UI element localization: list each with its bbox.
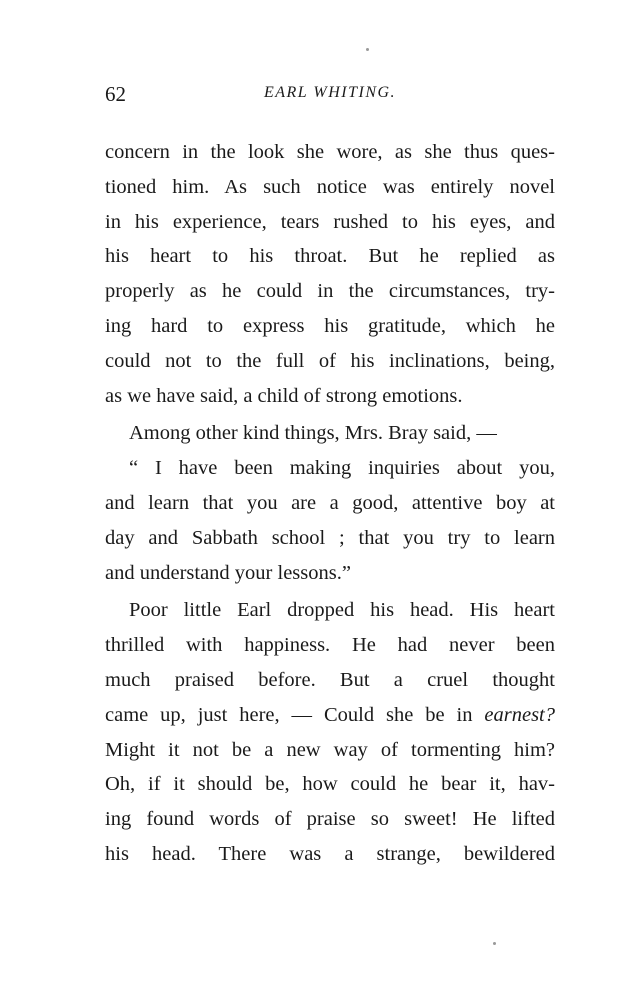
text-line: Might it not be a new way of tormenting him? — [105, 738, 555, 761]
page-header — [105, 82, 555, 106]
body-text — [105, 135, 555, 872]
text-line: ing found words of praise so sweet! He lifted — [105, 808, 555, 831]
paper-speck — [366, 48, 369, 51]
paragraph-start-line: “ I have been making inquiries about you, — [129, 457, 555, 480]
text-line: Oh, if it should be, how could he bear it, hav- — [105, 773, 555, 796]
text-line: properly as he could in the circumstances, try- — [105, 280, 555, 303]
paragraph-start-line: Among other kind things, Mrs. Bray said, — — [129, 422, 497, 445]
text-line: as we have said, a child of strong emotions. — [105, 384, 463, 407]
text-line: day and Sabbath school ; that you try to learn — [105, 526, 555, 549]
text-line: tioned him. As such notice was entirely novel — [105, 175, 555, 198]
page-number: 62 — [105, 82, 126, 106]
text-line: his heart to his throat. But he replied as — [105, 245, 555, 268]
text-line: in his experience, tears rushed to his eyes, and — [105, 210, 555, 233]
text-line: and understand your lessons.” — [105, 561, 351, 584]
text-line: could not to the full of his inclinations, being, — [105, 349, 555, 372]
text-line: thrilled with happiness. He had never been — [105, 634, 555, 657]
text-line: his head. There was a strange, bewildered — [105, 842, 555, 865]
text-line: concern in the look she wore, as she thus ques- — [105, 141, 555, 163]
text-run: came up, just here, — Could she be in — [105, 703, 485, 726]
text-line: ing hard to express his gratitude, which he — [105, 314, 555, 337]
paper-speck — [493, 942, 496, 945]
text-line — [105, 698, 555, 733]
text-line: and learn that you are a good, attentive boy at — [105, 491, 555, 514]
italic-word: earnest? — [484, 703, 555, 726]
running-title: EARL WHITING. — [263, 84, 397, 101]
text-line: much praised before. But a cruel thought — [105, 668, 555, 691]
paragraph-start-line: Poor little Earl dropped his head. His heart — [129, 599, 555, 622]
